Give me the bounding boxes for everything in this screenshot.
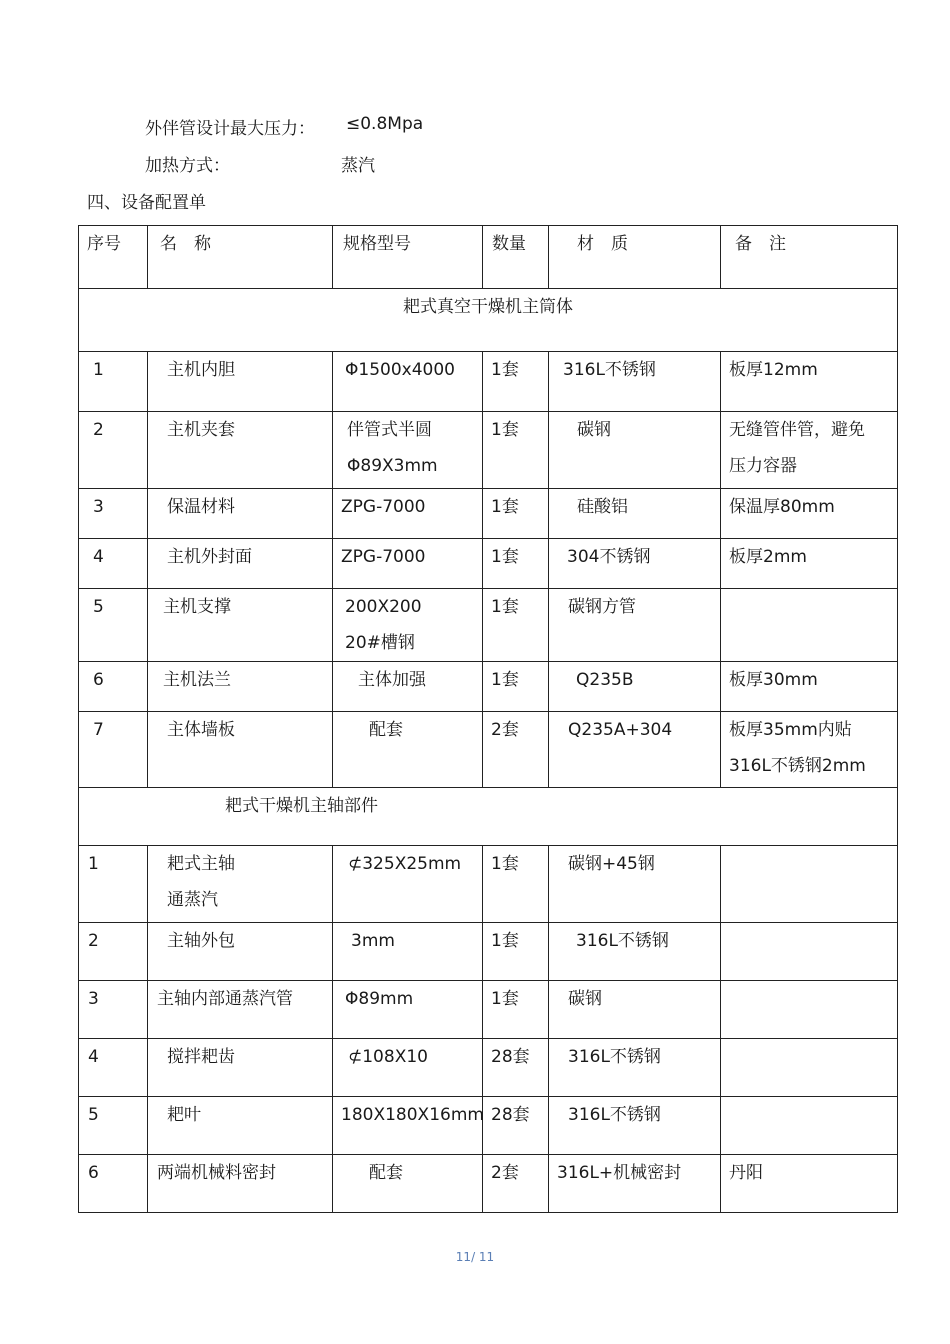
table-row	[79, 489, 898, 539]
material-cell	[549, 662, 721, 712]
header-item-name: 名 称	[160, 234, 211, 254]
quantity: 2套	[491, 1163, 519, 1183]
item-name: 主机内胆	[167, 360, 235, 380]
material-cell	[549, 352, 721, 412]
row-index-cell	[79, 589, 148, 662]
remark-cell	[721, 1155, 898, 1213]
material-cell	[549, 1039, 721, 1097]
spec-model-cell	[333, 712, 483, 788]
quantity: 28套	[491, 1105, 530, 1125]
material-cell	[549, 923, 721, 981]
quantity-cell	[483, 412, 549, 489]
row-index: 3	[93, 497, 104, 517]
item-name-cell	[148, 412, 333, 489]
item-name-cell	[148, 846, 333, 923]
quantity-cell	[483, 1039, 549, 1097]
quantity-cell	[483, 662, 549, 712]
header-row	[79, 226, 898, 289]
group-title-row	[79, 788, 898, 846]
header-quantity-cell	[483, 226, 549, 289]
material-cell	[549, 1155, 721, 1213]
heating-value: 蒸汽	[341, 156, 375, 176]
item-name-cell	[148, 1155, 333, 1213]
quantity-cell	[483, 981, 549, 1039]
quantity-cell	[483, 589, 549, 662]
remark-cell	[721, 846, 898, 923]
remark: 板厚12mm	[729, 360, 818, 380]
material: 316L不锈钢	[576, 931, 669, 951]
row-index-cell	[79, 1039, 148, 1097]
material-cell	[549, 489, 721, 539]
spec-model-cell	[333, 539, 483, 589]
quantity-cell	[483, 846, 549, 923]
item-name-cell	[148, 662, 333, 712]
item-name-cell	[148, 1097, 333, 1155]
item-name-cell	[148, 1039, 333, 1097]
material: 316L不锈钢	[568, 1105, 661, 1125]
quantity: 1套	[491, 597, 519, 617]
material-cell	[549, 712, 721, 788]
header-remark: 备 注	[735, 234, 786, 254]
row-index: 4	[93, 547, 104, 567]
spec-model-cell	[333, 846, 483, 923]
item-name-cell	[148, 539, 333, 589]
item-name: 主轴内部通蒸汽管	[157, 989, 293, 1009]
remark: 板厚35mm内贴 316L不锈钢2mm	[729, 720, 866, 776]
row-index-cell	[79, 1097, 148, 1155]
material: 碳钢方管	[568, 597, 636, 617]
material-cell	[549, 981, 721, 1039]
remark-cell	[721, 539, 898, 589]
spec-model-cell	[333, 489, 483, 539]
spec-model: Φ1500x4000	[345, 360, 455, 380]
material: Q235B	[576, 670, 634, 690]
table-row	[79, 1039, 898, 1097]
item-name: 两端机械料密封	[157, 1163, 276, 1183]
spec-model: 3mm	[351, 931, 395, 951]
spec-model: 配套	[369, 720, 403, 740]
item-name: 主机夹套	[167, 420, 235, 440]
section-heading: 四、设备配置单	[87, 193, 206, 213]
spec-model-cell	[333, 1155, 483, 1213]
spec-model: 伴管式半圆 Φ89X3mm	[347, 420, 438, 476]
quantity: 1套	[491, 931, 519, 951]
spec-model-cell	[333, 923, 483, 981]
header-item-name-cell	[148, 226, 333, 289]
material: 碳钢+45钢	[568, 854, 655, 874]
spec-model: Φ89mm	[345, 989, 414, 1009]
item-name: 耙叶	[167, 1105, 201, 1125]
header-material: 材 质	[577, 234, 628, 254]
row-index: 5	[88, 1105, 99, 1125]
row-index: 6	[88, 1163, 99, 1183]
item-name-cell	[148, 981, 333, 1039]
row-index-cell	[79, 846, 148, 923]
group-title: 耙式干燥机主轴部件	[225, 796, 378, 816]
header-material-cell	[549, 226, 721, 289]
item-name-cell	[148, 589, 333, 662]
row-index-cell	[79, 662, 148, 712]
material: 碳钢	[577, 420, 611, 440]
group-title-cell	[79, 289, 898, 352]
pressure-label: 外伴管设计最大压力：	[145, 119, 315, 139]
remark: 丹阳	[729, 1163, 763, 1183]
row-index-cell	[79, 412, 148, 489]
remark-cell	[721, 662, 898, 712]
row-index-cell	[79, 1155, 148, 1213]
item-name-cell	[148, 352, 333, 412]
item-name: 主机支撑	[163, 597, 231, 617]
table-row	[79, 1097, 898, 1155]
spec-model-cell	[333, 589, 483, 662]
remark-cell	[721, 923, 898, 981]
item-name: 耙式主轴 通蒸汽	[167, 854, 235, 910]
row-index: 3	[88, 989, 99, 1009]
pressure-value: ≤0.8Mpa	[346, 114, 424, 134]
group-title: 耙式真空干燥机主筒体	[403, 297, 573, 317]
table-row	[79, 1155, 898, 1213]
row-index: 6	[93, 670, 104, 690]
remark: 保温厚80mm	[729, 497, 835, 517]
material-cell	[549, 412, 721, 489]
equipment-config-table	[78, 225, 898, 1213]
remark-cell	[721, 352, 898, 412]
header-spec-model-cell	[333, 226, 483, 289]
quantity-cell	[483, 352, 549, 412]
table-row	[79, 846, 898, 923]
row-index: 2	[93, 420, 104, 440]
group-title-row	[79, 289, 898, 352]
quantity-cell	[483, 1155, 549, 1213]
remark-cell	[721, 412, 898, 489]
material-cell	[549, 846, 721, 923]
row-index-cell	[79, 923, 148, 981]
remark-cell	[721, 1097, 898, 1155]
row-index-cell	[79, 489, 148, 539]
spec-model: ⊄108X10	[348, 1047, 428, 1067]
item-name-cell	[148, 923, 333, 981]
spec-model: 180X180X16mm	[341, 1105, 484, 1125]
spec-model: 主体加强	[358, 670, 426, 690]
spec-model: 200X200 20#槽钢	[345, 597, 422, 653]
quantity: 1套	[491, 420, 519, 440]
heating-label: 加热方式：	[145, 156, 230, 176]
quantity: 1套	[491, 670, 519, 690]
table-row	[79, 923, 898, 981]
item-name-cell	[148, 489, 333, 539]
row-index: 7	[93, 720, 104, 740]
remark: 板厚30mm	[729, 670, 818, 690]
table-row	[79, 352, 898, 412]
item-name: 搅拌耙齿	[167, 1047, 235, 1067]
remark: 板厚2mm	[729, 547, 807, 567]
remark-cell	[721, 589, 898, 662]
quantity: 1套	[491, 854, 519, 874]
material: 316L不锈钢	[563, 360, 656, 380]
spec-model: ZPG-7000	[341, 547, 426, 567]
row-index: 5	[93, 597, 104, 617]
spec-model-cell	[333, 981, 483, 1039]
row-index: 2	[88, 931, 99, 951]
spec-model: ⊄325X25mm	[348, 854, 462, 874]
quantity: 1套	[491, 497, 519, 517]
table-row	[79, 412, 898, 489]
quantity: 1套	[491, 989, 519, 1009]
table-row	[79, 662, 898, 712]
remark: 无缝管伴管，避免 压力容器	[729, 420, 865, 476]
quantity: 28套	[491, 1047, 530, 1067]
row-index-cell	[79, 712, 148, 788]
header-spec-model: 规格型号	[343, 234, 411, 254]
group-title-cell	[79, 788, 898, 846]
spec-model: 配套	[369, 1163, 403, 1183]
material: 316L+机械密封	[557, 1163, 682, 1183]
remark-cell	[721, 981, 898, 1039]
row-index-cell	[79, 981, 148, 1039]
row-index-cell	[79, 352, 148, 412]
row-index: 4	[88, 1047, 99, 1067]
remark-cell	[721, 489, 898, 539]
material: 304不锈钢	[567, 547, 651, 567]
material-cell	[549, 589, 721, 662]
item-name: 主机法兰	[163, 670, 231, 690]
header-quantity: 数量	[492, 234, 526, 254]
row-index-cell	[79, 539, 148, 589]
item-name: 保温材料	[167, 497, 235, 517]
table-row	[79, 712, 898, 788]
spec-model-cell	[333, 352, 483, 412]
material: 碳钢	[568, 989, 602, 1009]
spec-model-cell	[333, 1039, 483, 1097]
row-index: 1	[88, 854, 99, 874]
quantity-cell	[483, 489, 549, 539]
quantity-cell	[483, 1097, 549, 1155]
spec-model-cell	[333, 662, 483, 712]
remark-cell	[721, 712, 898, 788]
header-row-index-cell	[79, 226, 148, 289]
quantity: 1套	[491, 547, 519, 567]
header-remark-cell	[721, 226, 898, 289]
spec-model-cell	[333, 1097, 483, 1155]
page-number: 11/ 11	[455, 1250, 495, 1264]
remark-cell	[721, 1039, 898, 1097]
table-row	[79, 589, 898, 662]
item-name: 主体墙板	[167, 720, 235, 740]
quantity-cell	[483, 539, 549, 589]
item-name: 主机外封面	[167, 547, 252, 567]
table-row	[79, 981, 898, 1039]
material-cell	[549, 1097, 721, 1155]
table-row	[79, 539, 898, 589]
material-cell	[549, 539, 721, 589]
item-name: 主轴外包	[167, 931, 235, 951]
spec-model: ZPG-7000	[341, 497, 426, 517]
quantity: 2套	[491, 720, 519, 740]
spec-model-cell	[333, 412, 483, 489]
material: 316L不锈钢	[568, 1047, 661, 1067]
material: 硅酸铝	[577, 497, 628, 517]
quantity-cell	[483, 712, 549, 788]
quantity: 1套	[491, 360, 519, 380]
item-name-cell	[148, 712, 333, 788]
header-row-index: 序号	[87, 234, 121, 254]
quantity-cell	[483, 923, 549, 981]
material: Q235A+304	[568, 720, 673, 740]
row-index: 1	[93, 360, 104, 380]
